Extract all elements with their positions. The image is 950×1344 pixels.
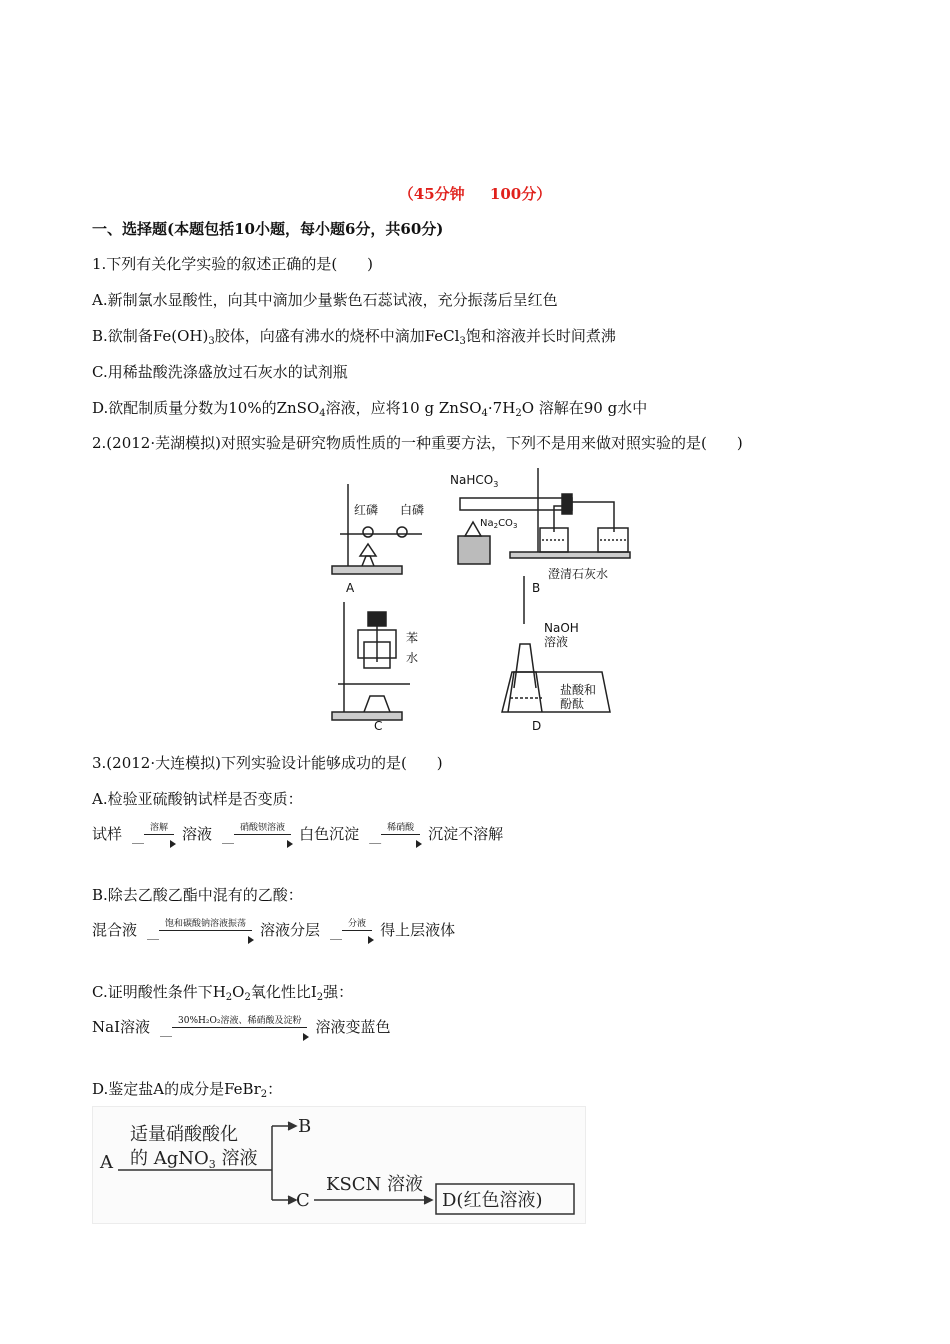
label-red-phosphorus: 红磷 — [354, 503, 379, 517]
flow-a-step3: 白色沉淀 — [299, 825, 360, 843]
flow-a-step4: 沉淀不溶解 — [428, 825, 504, 843]
flow-d-node-d: D(红色溶液) — [442, 1190, 543, 1211]
q1-option-a: A.新制氯水显酸性，向其中滴加少量紫色石蕊试液，充分振荡后呈红色 — [92, 291, 558, 309]
label-phenolphthalein: 酚酞 — [560, 697, 585, 711]
q3-stem: 3.(2012·大连模拟)下列实验设计能够成功的是( ) — [92, 754, 443, 772]
q1-b-sub2: 3 — [459, 336, 466, 347]
label-hcl: 盐酸和 — [560, 683, 597, 697]
label-a: A — [346, 581, 355, 595]
q2-stem: 2.(2012·芜湖模拟)对照实验是研究物质性质的一种重要方法，下列不是用来做对照实验的是( ) — [92, 434, 743, 452]
label-c: C — [374, 719, 383, 733]
q3-option-a-title: A.检验亚硫酸钠试样是否变质： — [92, 790, 303, 808]
section-title: 一、选择题(本题包括10小题，每小题6分，共60分) — [92, 220, 444, 238]
q1-d-mid: 溶液，应将10 g ZnSO — [325, 399, 482, 417]
q3-b-flow — [92, 918, 455, 940]
q1-b-pre: B.欲制备Fe(OH) — [92, 327, 209, 345]
q1-d-sub2: 4 — [481, 408, 488, 419]
label-water: 水 — [406, 651, 419, 665]
q1-d-mid2: ·7H — [487, 399, 516, 417]
q1-d-pre: D.欲配制质量分数为10%的ZnSO — [92, 399, 320, 417]
page-header — [0, 183, 950, 204]
q1-option-c: C.用稀盐酸洗涤盛放过石灰水的试剂瓶 — [92, 363, 348, 381]
flow-a-step1: 试样 — [92, 825, 123, 843]
q3-option-b-title: B.除去乙酸乙酯中混有的乙酸： — [92, 886, 303, 904]
q3-a-flow — [92, 822, 503, 844]
apparatus-c — [332, 602, 410, 720]
flow-c-step2: 溶液变蓝色 — [315, 1018, 391, 1036]
total-score: 100分） — [489, 185, 552, 203]
q1-d-sub1: 4 — [319, 408, 326, 419]
flow-b-step1: 混合液 — [92, 921, 138, 939]
flow-a-arrow1: ＿ 溶解 — [144, 822, 174, 844]
flow-a-step2: 溶液 — [182, 825, 213, 843]
flow-d-reagent-line2: 的 AgNO$_3$ 溶液 — [130, 1148, 258, 1171]
flow-d-node-a: A — [100, 1152, 113, 1173]
flow-c-arrow1: ＿ 30%H₂O₂溶液、稀硝酸及淀粉 — [172, 1015, 307, 1037]
q1-b-mid: 胶体，向盛有沸水的烧杯中滴加FeCl — [214, 327, 460, 345]
q3-c-flow — [92, 1015, 390, 1037]
flow-d-node-c: C — [296, 1190, 310, 1211]
label-d: D — [532, 719, 542, 733]
q1-option-d — [92, 397, 647, 419]
q2-apparatus-figure — [310, 462, 640, 734]
label-b: B — [532, 581, 541, 595]
q1-stem: 1.下列有关化学实验的叙述正确的是( ) — [92, 255, 374, 273]
flow-d-reagent-line1: 适量硝酸酸化 — [130, 1124, 238, 1145]
flow-c-step1: NaI溶液 — [92, 1018, 150, 1036]
q1-d-post: O 溶解在90 g水中 — [521, 399, 648, 417]
flow-a-arrow3: ＿ 稀硝酸 — [381, 822, 420, 844]
label-nahco3: NaHCO$_3$ — [450, 473, 499, 489]
time-limit: （45分钟 — [398, 185, 465, 203]
label-limewater: 澄清石灰水 — [548, 567, 609, 581]
q1-b-post: 饱和溶液并长时间煮沸 — [465, 327, 616, 345]
flow-b-step3: 得上层液体 — [380, 921, 456, 939]
q1-d-sub3: 2 — [515, 408, 522, 419]
q3-d-flow-figure — [92, 1106, 586, 1224]
flow-d-kscn: KSCN 溶液 — [326, 1174, 424, 1195]
flow-b-step2: 溶液分层 — [260, 921, 321, 939]
label-naoh: NaOH — [544, 621, 579, 635]
label-white-phosphorus: 白磷 — [400, 503, 425, 517]
flow-b-arrow1: ＿ 饱和碳酸钠溶液振荡 — [159, 918, 252, 940]
q3-option-d-title: D.鉴定盐A的成分是FeBr$_2$： — [92, 1080, 283, 1100]
label-benzene: 苯 — [406, 631, 419, 645]
flow-b-arrow2: ＿ 分液 — [342, 918, 372, 940]
q3-option-c-title: C.证明酸性条件下$H_2O_2$氧化性比$I_2$强： — [92, 983, 354, 1003]
apparatus-a — [332, 484, 425, 574]
flow-d-node-b: B — [298, 1116, 312, 1137]
flow-a-arrow2: ＿ 硝酸钡溶液 — [234, 822, 291, 844]
label-na2co3: $Na_2CO_3$ — [480, 518, 518, 530]
label-naoh-solution: 溶液 — [544, 635, 569, 649]
q1-option-b — [92, 325, 616, 347]
q1-b-sub1: 3 — [208, 336, 215, 347]
